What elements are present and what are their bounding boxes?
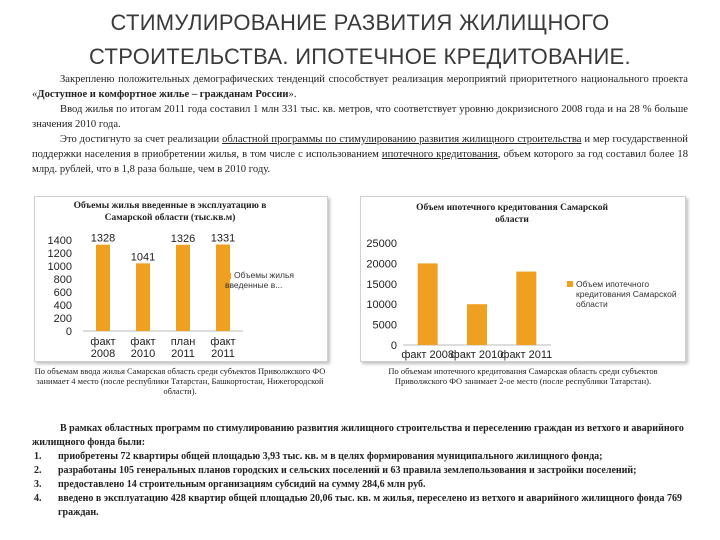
bar <box>176 245 190 331</box>
y-tick-label: 15000 <box>366 278 397 291</box>
y-tick-label: 600 <box>53 287 72 299</box>
mortgage-chart-title: Объем ипотечного кредитования Самарской области <box>416 203 608 225</box>
y-tick-label: 1400 <box>47 235 72 247</box>
housing-chart <box>34 196 328 362</box>
intro-paragraph-1 <box>32 72 688 102</box>
y-tick-label: 0 <box>65 326 72 338</box>
intro-p3-a: Это достигнуто за счет реализации <box>60 134 223 145</box>
x-tick-label: 2011 <box>171 348 195 360</box>
legend-swatch <box>567 281 573 287</box>
y-tick-label: 200 <box>53 313 72 325</box>
intro-p3-b: и мер государственной поддержки населения в приобретении жилья, в том числе с использованием <box>32 134 688 160</box>
y-tick-label: 20000 <box>366 258 397 271</box>
x-tick-label: факт 2008 <box>401 349 455 361</box>
bar <box>418 263 438 345</box>
programs-intro: В рамках областных программ по стимулированию развития жилищного строительства и переселению граждан из ветхого и аварийного жилищного фонда были: <box>32 423 684 448</box>
intro-paragraph-3 <box>32 132 688 177</box>
x-tick-label: 2011 <box>211 348 235 360</box>
y-tick-label: 1000 <box>47 261 72 273</box>
housing-note: По объемам ввода жилья Самарская область среди субъектов Приволжского ФО занимает 4 место (после республики Татарстан, Башкортостан, Нижегородской области). <box>34 366 326 396</box>
y-tick-label: 1200 <box>47 248 72 260</box>
list-number: 3. <box>34 479 42 490</box>
y-tick-label: 25000 <box>366 238 397 250</box>
mortgage-link[interactable]: ипотечного кредитования <box>381 149 498 160</box>
list-text: приобретены 72 квартиры общей площадью 3,93 тыс. кв. м в целях формирования муниципального жилищного фонда; <box>58 451 603 462</box>
project-name: Доступное и комфортное жилье – гражданам России <box>37 89 289 100</box>
list-text: введено в эксплуатацию 428 квартир общей площадью 20,06 тыс. кв. м жилья, переселено из ветхого и аварийного жилищного фонда 769 граждан. <box>58 493 682 518</box>
intro-p3-c: , объем которого за год составил более 18 млрд. рублей, что в 1,8 раза больше, чем в 2010 году. <box>32 149 688 175</box>
housing-chart-legend <box>225 270 321 290</box>
bar <box>136 263 150 331</box>
data-label: 1331 <box>210 232 236 245</box>
intro-paragraph-2: Ввод жилья по итогам 2011 года составил 1 млн 331 тыс. кв. метров, что соответствует уровню докризисного 2008 года и на 28 % больше значения 2010 года. <box>32 104 688 130</box>
legend-label: Объем ипотечного кредитования Самарской области <box>576 279 677 309</box>
list-number: 4. <box>34 493 42 504</box>
list-text: предоставлено 14 строительным организациям субсидий на сумму 284,6 млн руб. <box>58 479 426 490</box>
programs-summary <box>32 422 692 520</box>
list-item <box>34 478 692 492</box>
y-tick-label: 0 <box>390 340 397 352</box>
data-label: 1326 <box>170 232 196 245</box>
list-item <box>34 464 692 478</box>
housing-chart-title: Объемы жилья введенные в эксплуатацию в Самарской области (тыс.кв.м) <box>73 201 267 223</box>
bar <box>467 304 487 345</box>
slide-title-line-2: СТРОИТЕЛЬСТВА. ИПОТЕЧНОЕ КРЕДИТОВАНИЕ. <box>89 44 631 69</box>
mortgage-note: По объемам ипотечного кредитования Самарская область среди субъектов Приволжского ФО занимает 2-ое место (после республики Татарстан). <box>388 366 658 386</box>
x-tick-label: факт <box>130 336 156 348</box>
legend-swatch <box>225 273 231 279</box>
y-tick-label: 800 <box>53 274 72 286</box>
mortgage-chart <box>360 196 686 362</box>
y-tick-label: 5000 <box>372 319 397 332</box>
intro-text <box>32 72 688 177</box>
x-tick-label: факт 2011 <box>500 349 553 361</box>
legend-label: Объемы жилья введенные в... <box>225 270 294 290</box>
y-tick-label: 400 <box>53 300 72 312</box>
mortgage-chart-legend <box>567 279 679 309</box>
x-tick-label: план <box>170 336 196 348</box>
intro-p1-b: ». <box>288 89 297 100</box>
list-text: разработаны 105 генеральных планов городских и сельских поселений и 63 правила землепользования и застройки поселений; <box>58 465 637 476</box>
list-number: 2. <box>34 465 42 476</box>
list-item <box>34 450 692 464</box>
x-tick-label: факт <box>210 336 236 348</box>
programs-list <box>32 450 692 520</box>
x-tick-label: факт <box>90 336 116 348</box>
bar <box>96 245 110 331</box>
x-tick-label: факт 2010 <box>450 349 504 361</box>
program-link[interactable]: областной программы по стимулированию развития жилищного строительства <box>222 134 582 145</box>
y-tick-label: 10000 <box>366 299 397 312</box>
data-label: 1041 <box>130 251 156 264</box>
x-tick-label: 2010 <box>130 348 156 360</box>
list-number: 1. <box>34 451 42 462</box>
bar <box>516 272 536 345</box>
slide-title-line-1: СТИМУЛИРОВАНИЕ РАЗВИТИЯ ЖИЛИЩНОГО <box>110 10 610 35</box>
intro-p1-a: Закрепленю положительных демографических тенденций способствует реализация мероприятий приоритетного национального проекта « <box>32 74 688 100</box>
slide-title <box>0 6 720 74</box>
x-tick-label: 2008 <box>90 348 116 360</box>
data-label: 1328 <box>90 232 116 245</box>
list-item <box>34 492 692 520</box>
